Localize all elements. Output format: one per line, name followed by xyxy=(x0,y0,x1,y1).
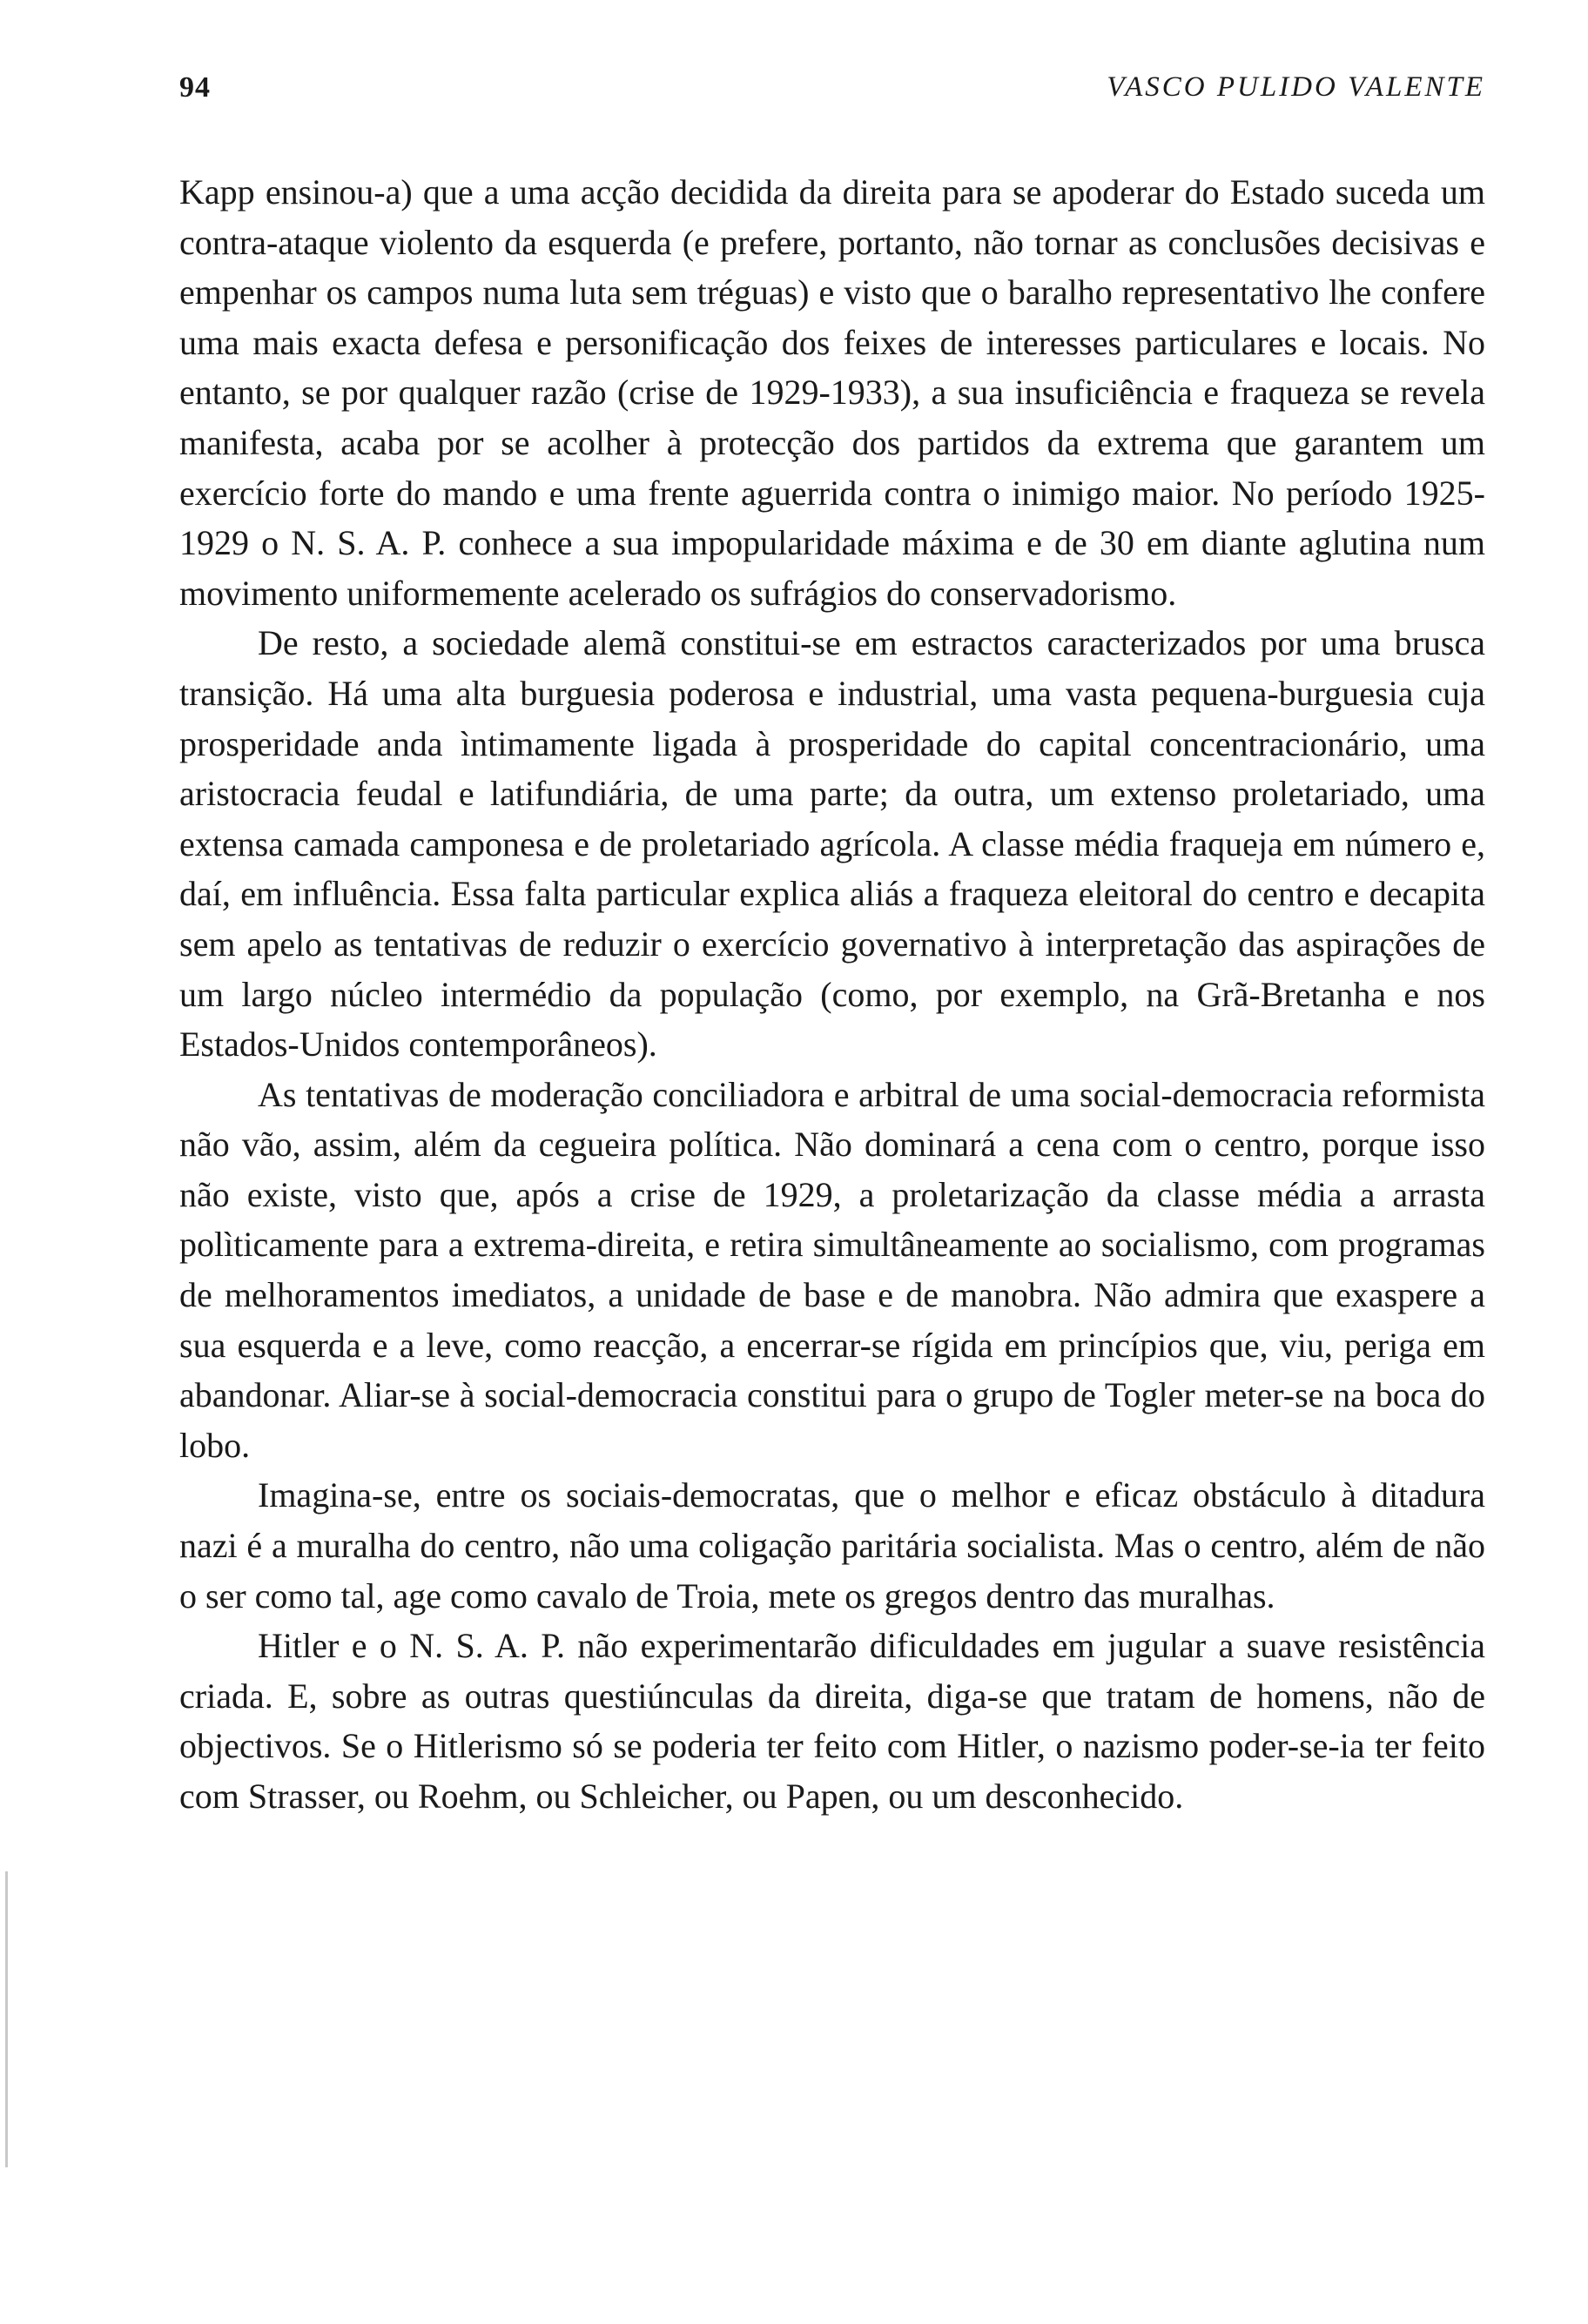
body-text xyxy=(179,167,1485,1822)
page-number: 94 xyxy=(179,71,211,104)
paragraph-5: Hitler e o N. S. A. P. não experimentarão dificuldades em jugular a suave resistência criada. E, sobre as outras questiúnculas da direita, diga-se que tratam de homens, não de objectivos. Se o Hitlerismo só se poderia ter feito com Hitler, o nazismo poder-se-ia ter feito com Strasser, ou Roehm, ou Schleicher, ou Papen, ou um desconhecido. xyxy=(179,1626,1485,1816)
paragraph-1: Kapp ensinou-a) que a uma acção decidida da direita para se apoderar do Estado suceda um contra-ataque violento da esquerda (e prefere, portanto, não tornar as conclusões decisivas e empenhar os campos numa luta sem tréguas) e visto que o baralho representativo lhe confere uma mais exacta defesa e personificação dos feixes de interesses particulares e locais. No entanto, se por qualquer razão (crise de 1929-1933), a sua insuficiência e fraqueza se revela manifesta, acaba por se acolher à protecção dos partidos da extrema que garantem um exercício forte do mando e uma frente aguerrida contra o inimigo maior. No período 1925-1929 o N. S. A. P. conhece a sua impopularidade máxima e de 30 em diante aglutina num movimento uniformemente acelerado os sufrágios do conservadorismo. xyxy=(179,172,1485,613)
paragraph-2: De resto, a sociedade alemã constitui-se em estractos caracterizados por uma brusca transição. Há uma alta burguesia poderosa e industrial, uma vasta pequena-burguesia cuja prosperidade anda ìntimamente ligada à prosperidade do capital concentracionário, uma aristocracia feudal e latifundiária, de uma parte; da outra, um extenso proletariado, uma extensa camada camponesa e de proletariado agrícola. A classe média fraqueja em número e, daí, em influência. Essa falta particular explica aliás a fraqueza eleitoral do centro e decapita sem apelo as tentativas de reduzir o exercício governativo à interpretação das aspirações de um largo núcleo intermédio da população (como, por exemplo, na Grã-Bretanha e nos Estados-Unidos contemporâneos). xyxy=(179,623,1485,1065)
page-header xyxy=(179,71,1485,124)
running-head-author: VASCO PULIDO VALENTE xyxy=(1107,71,1485,103)
paragraph-4: Imagina-se, entre os sociais-democratas, que o melhor e eficaz obstáculo à ditadura nazi é a muralha do centro, não uma coligação paritária socialista. Mas o centro, além de não o ser como tal, age como cavalo de Troia, mete os gregos dentro das muralhas. xyxy=(179,1475,1485,1615)
paragraph-3: As tentativas de moderação conciliadora e arbitral de uma social-democracia reformista não vão, assim, além da cegueira política. Não dominará a cena com o centro, porque isso não existe, visto que, após a crise de 1929, a proletarização da classe média a arrasta polìticamente para a extrema-direita, e retira simultâneamente ao socialismo, com programas de melhoramentos imediatos, a unidade de base e de manobra. Não admira que exaspere a sua esquerda e a leve, como reacção, a encerrar-se rígida em princípios que, viu, periga em abandonar. Aliar-se à social-democracia constitui para o grupo de Togler meter-se na boca do lobo. xyxy=(179,1074,1485,1465)
scan-edge-mark xyxy=(5,1871,8,2167)
